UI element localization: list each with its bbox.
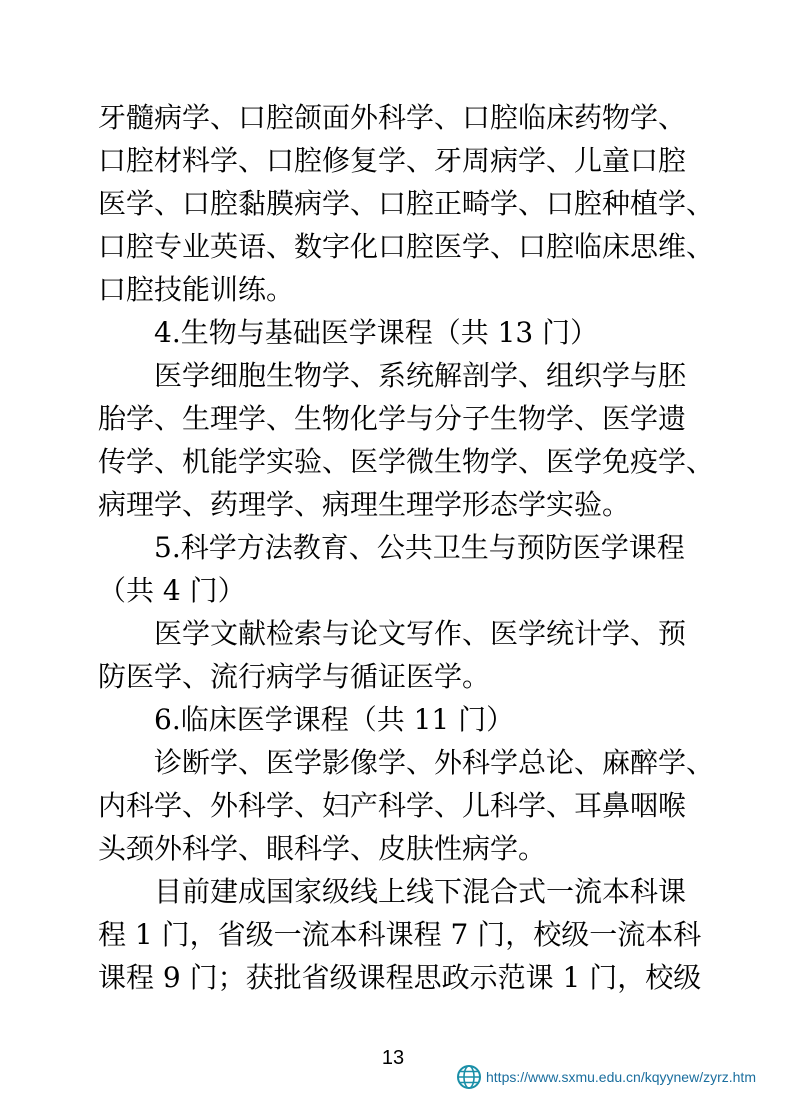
section-heading-continued: （共 4 门） [98, 574, 246, 607]
body-text-line: 医学文献检索与论文写作、医学统计学、预 [154, 617, 687, 650]
body-text-line: 口腔专业英语、数字化口腔医学、口腔临床思维、 [98, 230, 715, 263]
body-text-line: 病理学、药理学、病理生理学形态学实验。 [98, 488, 631, 521]
body-text-line: 传学、机能学实验、医学微生物学、医学免疫学、 [98, 445, 715, 478]
section-heading: 4.生物与基础医学课程（共 13 门） [154, 316, 599, 349]
body-text-line: 程 1 门，省级一流本科课程 7 门，校级一流本科 [98, 918, 702, 951]
body-text-line: 胎学、生理学、生物化学与分子生物学、医学遗 [98, 402, 687, 435]
body-text-line: 医学、口腔黏膜病学、口腔正畸学、口腔种植学、 [98, 187, 715, 220]
body-text-line: 目前建成国家级线上线下混合式一流本科课 [154, 875, 687, 908]
page-number: 13 [381, 1047, 405, 1069]
section-heading: 6.临床医学课程（共 11 门） [154, 703, 515, 736]
url-text[interactable]: https://www.sxmu.edu.cn/kqyynew/zyrz.htm [486, 1069, 756, 1085]
body-text-line: 内科学、外科学、妇产科学、儿科学、耳鼻咽喉 [98, 789, 687, 822]
globe-icon [456, 1064, 482, 1090]
body-text-line: 牙髓病学、口腔颌面外科学、口腔临床药物学、 [98, 101, 687, 134]
source-url-link[interactable] [456, 1062, 756, 1092]
body-text-line: 诊断学、医学影像学、外科学总论、麻醉学、 [154, 746, 715, 779]
body-text-line: 头颈外科学、眼科学、皮肤性病学。 [98, 832, 547, 865]
body-text-line: 防医学、流行病学与循证医学。 [98, 660, 491, 693]
body-text-line: 口腔材料学、口腔修复学、牙周病学、儿童口腔 [98, 144, 687, 177]
body-text-line: 口腔技能训练。 [98, 273, 295, 306]
body-text-line: 课程 9 门；获批省级课程思政示范课 1 门，校级 [98, 961, 702, 994]
section-heading: 5.科学方法教育、公共卫生与预防医学课程 [154, 531, 685, 564]
body-text-line: 医学细胞生物学、系统解剖学、组织学与胚 [154, 359, 687, 392]
